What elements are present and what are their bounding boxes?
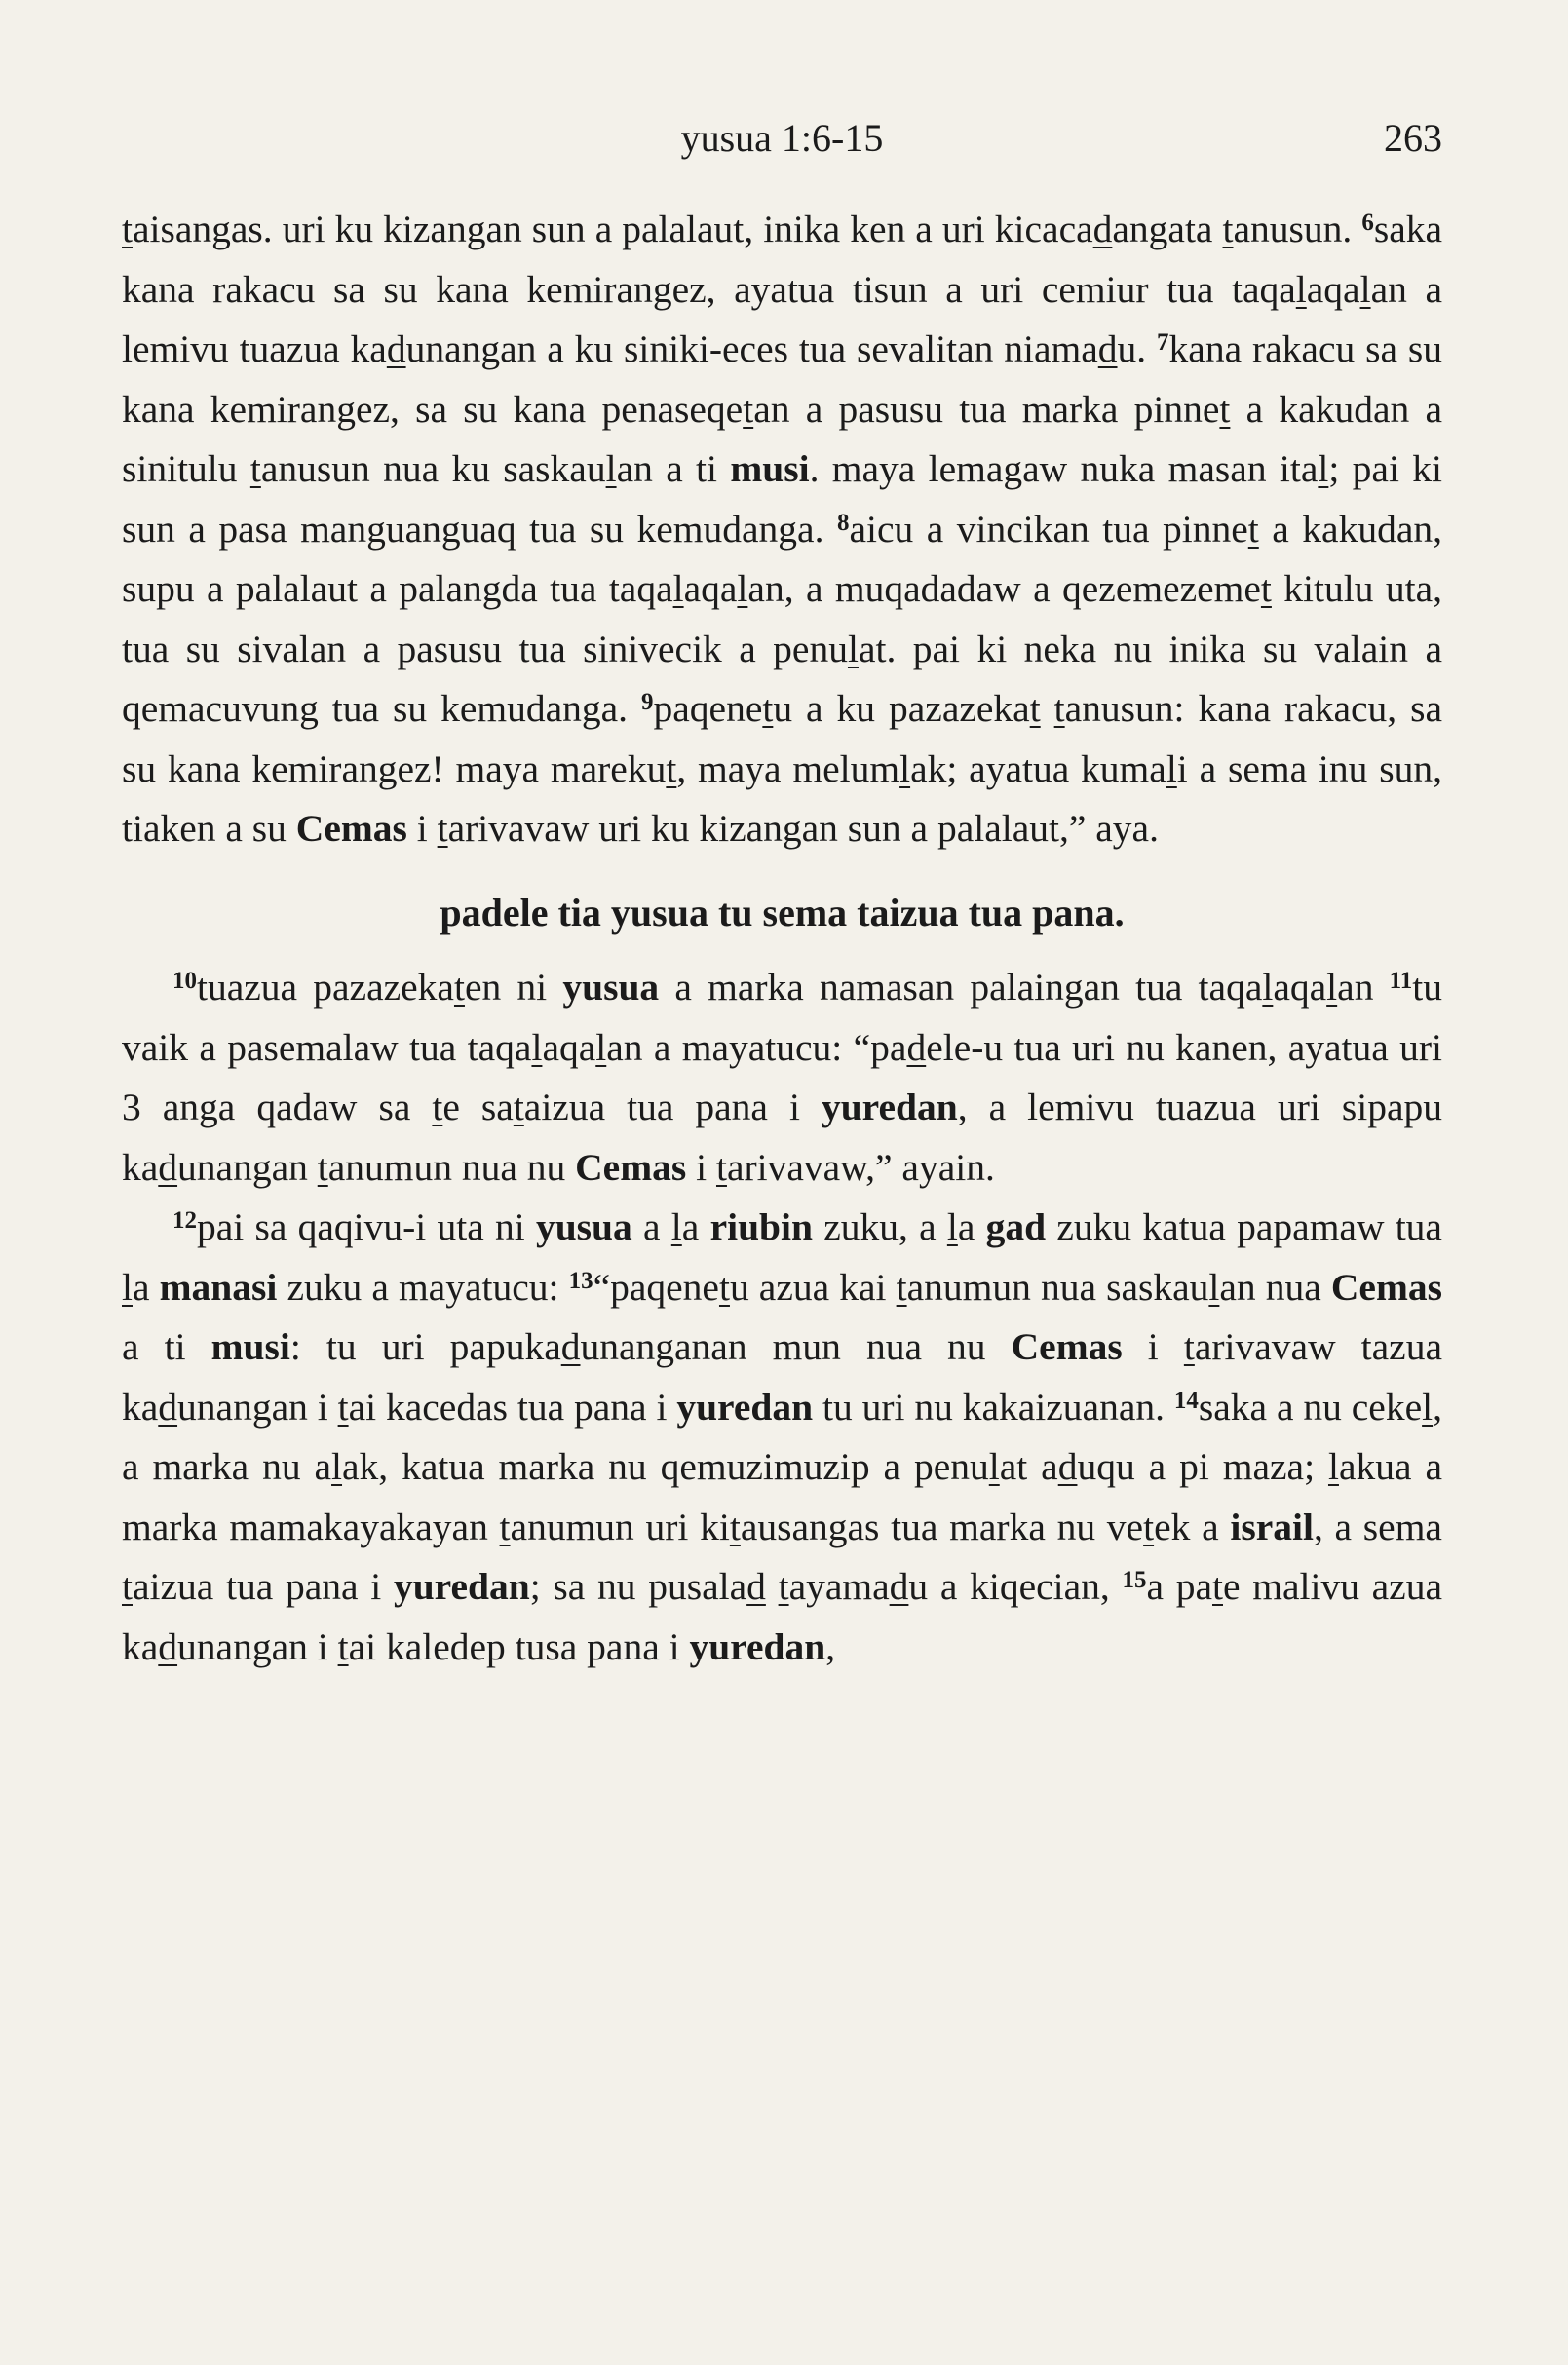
verse-number: 14 — [1173, 1387, 1199, 1414]
verse-number: 9 — [641, 689, 654, 715]
paragraph-2: $^{10}$tuazua pazazekaten ni yusua a marka namasan palaingan tua taqalaqalan $^{11}$tu vaik a pasemalaw tua taqalaqalan a mayatucu: “padele-u tua uri nu kanen, ayatua uri 3 anga qadaw sa te sataizua tua pana i yuredan, a lemivu tuazua uri sipapu kadunangan tanumun nua nu Cemas i tarivavaw,” ayain. — [122, 966, 1443, 1189]
verse-number: 6 — [1361, 210, 1374, 236]
page-number: 263 — [1384, 116, 1442, 160]
section-heading: padele tia yusua tu sema taizua tua pana. — [440, 890, 1125, 935]
scripture-text — [122, 200, 1442, 1677]
running-header — [122, 115, 1442, 164]
paragraph-1: taisangas. uri ku kizangan sun a palalaut, inika ken a uri kicacadangata tanusun. $^6$saka kana rakacu sa su kana kemirangez, ayatua tisun a uri cemiur tua taqalaqalan a lemivu tuazua kadunangan a ku siniki-eces tua sevalitan niamadu. $^7$kana rakacu sa su kana kemirangez, sa su kana penaseqetan a pasusu tua marka pinnet a kakudan a sinitulu tanusun nua ku saskaulan a ti musi. maya lemagaw nuka masan ital; pai ki sun a pasa manguanguaq tua su kemudanga. $^8$aicu a vincikan tua pinnet a kakudan, supu a palalaut a palangda tua taqalaqalan, a muqadadaw a qezemezemet kitulu uta, tua su sivalan a pasusu tua sinivecik a penulat. pai ki neka nu inika su valain a qemacuvung tua su kemudanga. $^9$paqenetu a ku pazazekat tanusun: kana rakacu, sa su kana kemirangez! maya marekut, maya melumlak; ayatua kumali a sema inu sun, tiaken a su Cemas i tarivavaw uri ku kizangan sun a palalaut,” aya. — [122, 208, 1443, 850]
verse-number: 15 — [1122, 1567, 1147, 1593]
paragraph-3: $^{12}$pai sa qaqivu-i uta ni yusua a la riubin zuku, a la gad zuku katua papamaw tua la manasi zuku a mayatucu: $^{13}$“paqenetu azua kai tanumun nua saskaulan nua Cemas a ti musi: tu uri papukadunanganan mun nua nu Cemas i tarivavaw tazua kadunangan i tai kacedas tua pana i yuredan tu uri nu kakaizuanan. $^{14}$saka a nu cekel, a marka nu alak, katua marka nu qemuzimuzip a penulat aduqu a pi maza; lakua a marka mamakayakayan tanumun uri kitausangas tua marka nu vetek a israil, a sema taizua tua pana i yuredan; sa nu pusalad tayamadu a kiqecian, $^{15}$a pate malivu azua kadunangan i tai kaledep tusa pana i yuredan, — [122, 1205, 1442, 1668]
verse-number: 11 — [1389, 968, 1413, 994]
verse-number: 10 — [172, 968, 197, 994]
name-yusua: yusua — [562, 966, 660, 1009]
name-manasi: manasi — [159, 1265, 278, 1309]
name-musi: musi — [730, 447, 810, 490]
name-gad: gad — [985, 1205, 1047, 1248]
name-riubin: riubin — [709, 1205, 813, 1248]
name-israil: israil — [1230, 1505, 1314, 1548]
verse-number: 12 — [172, 1207, 197, 1234]
name-yuredan: yuredan — [676, 1385, 814, 1429]
verse-number: 13 — [568, 1267, 593, 1294]
name-cemas: Cemas — [295, 807, 407, 850]
running-title: yusua 1:6-15 — [680, 116, 884, 160]
verse-number: 7 — [1157, 329, 1169, 356]
verse-number: 8 — [836, 509, 850, 536]
